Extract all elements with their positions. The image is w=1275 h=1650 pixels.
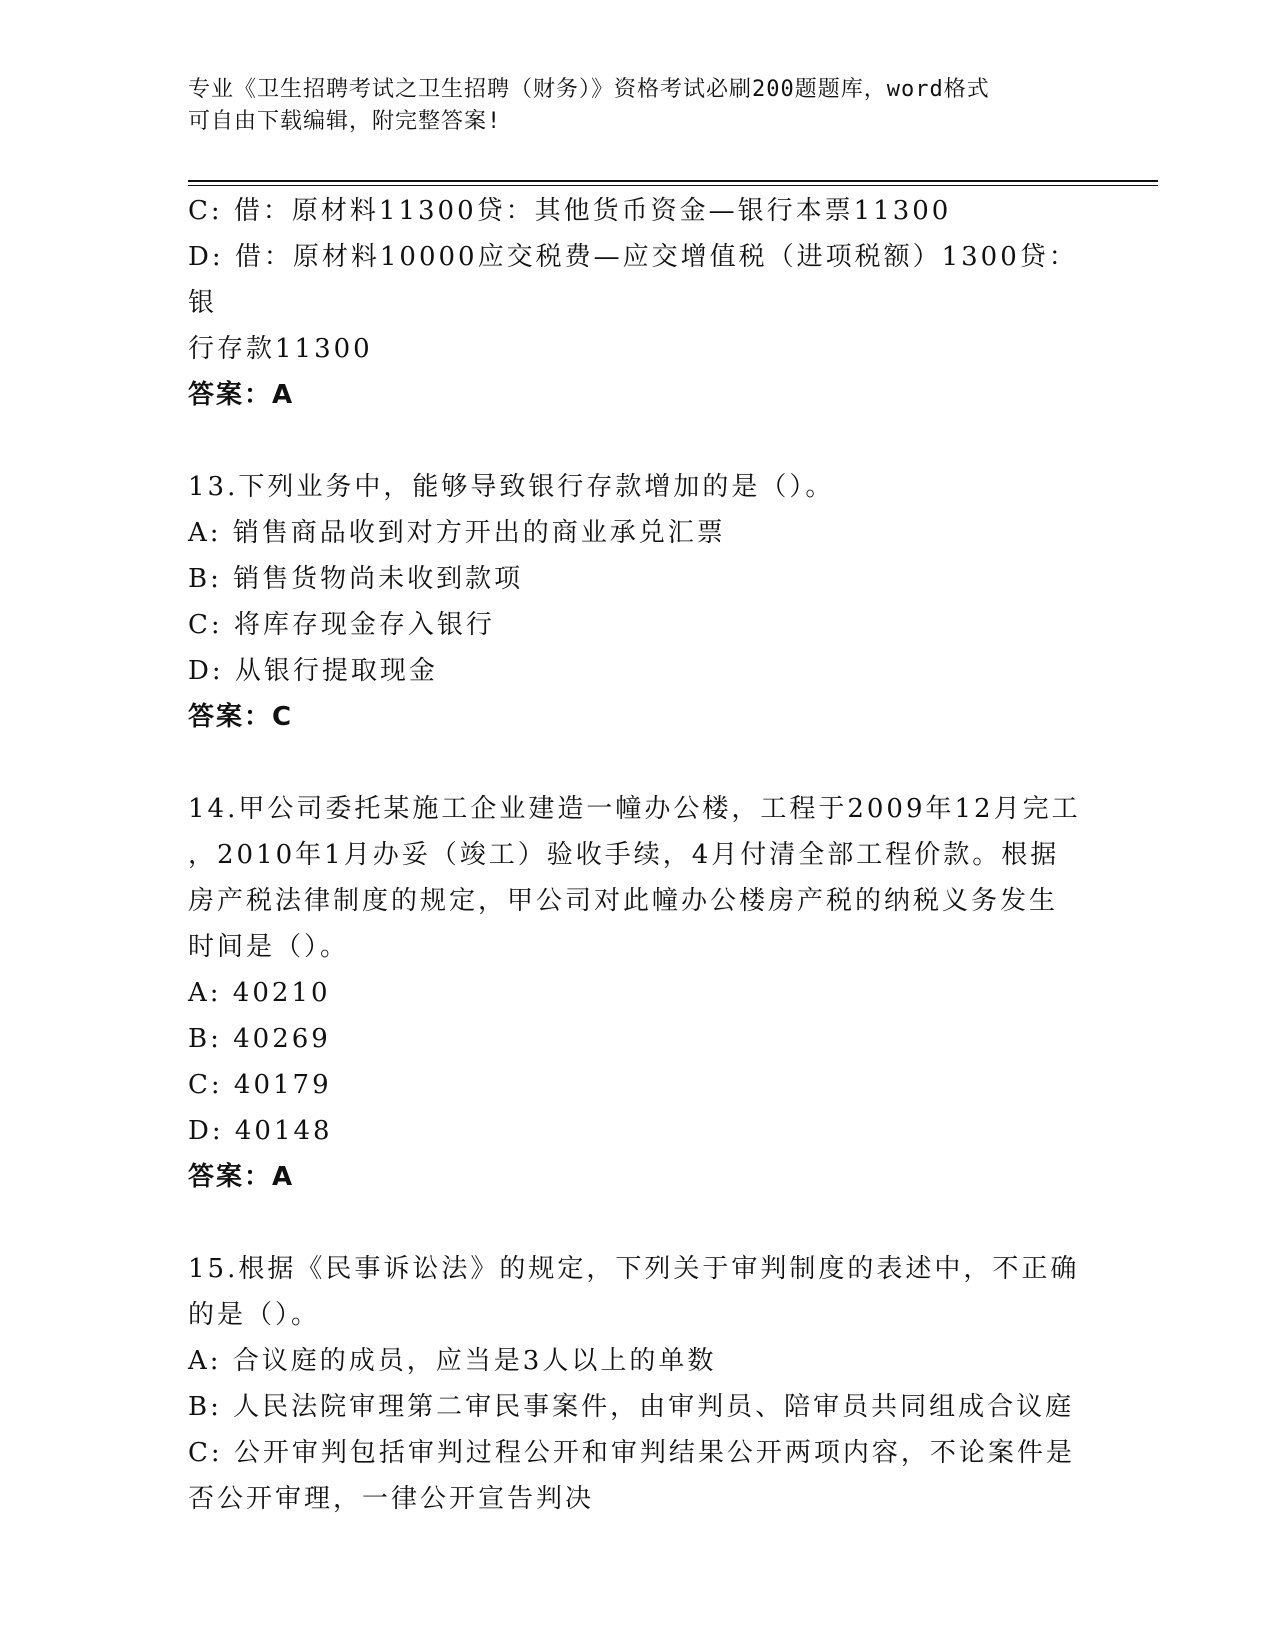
spacer [188,418,1088,464]
q13-answer: 答案：C [188,702,294,732]
q13-option-d: D: 从银行提取现金 [188,656,438,686]
header-divider-thick [188,180,1158,182]
q14-option-c: C: 40179 [188,1070,332,1100]
q14-option-d: D: 40148 [188,1116,333,1146]
q15-option-b: B: 人民法院审理第二审民事案件，由审判员、陪审员共同组成合议庭 [188,1392,1075,1422]
prev-option-d-line-2: 行存款11300 [188,334,373,364]
q14-stem-line-2: ，2010年1月办妥（竣工）验收手续，4月付清全部工程价款。根据 [188,840,1060,870]
prev-option-d-line-1: D: 借：原材料10000应交税费—应交增值税（进项税额）1300贷：银 [188,242,1078,318]
document-header [188,74,1088,138]
q14-stem-line-4: 时间是（）。 [188,932,350,962]
q14-stem-line-3: 房产税法律制度的规定，甲公司对此幢办公楼房产税的纳税义务发生 [188,886,1059,916]
q13-option-a: A: 销售商品收到对方开出的商业承兑汇票 [188,518,726,548]
q15-option-a: A: 合议庭的成员，应当是3人以上的单数 [188,1346,717,1376]
prev-option-c: C: 借：原材料11300贷：其他货币资金—银行本票11300 [188,196,952,226]
header-divider-thin [188,185,1158,186]
prev-answer: 答案：A [188,380,295,410]
spacer [188,1200,1088,1246]
q14-option-a: A: 40210 [188,978,331,1008]
q14-option-b: B: 40269 [188,1024,331,1054]
q13-option-c: C: 将库存现金存入银行 [188,610,495,640]
q15-option-c-line-1: C: 公开审判包括审判过程公开和审判结果公开两项内容，不论案件是 [188,1438,1075,1468]
document-body [188,188,1088,1522]
q14-answer: 答案：A [188,1162,295,1192]
q15-stem-line-1: 15.根据《民事诉讼法》的规定，下列关于审判制度的表述中，不正确 [188,1254,1080,1284]
q15-stem-line-2: 的是（）。 [188,1300,321,1330]
header-title-line-1: 专业《卫生招聘考试之卫生招聘（财务）》资格考试必刷200题题库，word格式 [188,77,990,102]
spacer [188,740,1088,786]
q14-stem-line-1: 14.甲公司委托某施工企业建造一幢办公楼，工程于2009年12月完工 [188,794,1081,824]
q13-option-b: B: 销售货物尚未收到款项 [188,564,524,594]
q15-option-c-line-2: 否公开审理，一律公开宣告判决 [188,1484,595,1514]
header-title-line-2: 可自由下载编辑，附完整答案! [188,109,502,134]
q13-stem: 13.下列业务中，能够导致银行存款增加的是（）。 [188,472,835,502]
